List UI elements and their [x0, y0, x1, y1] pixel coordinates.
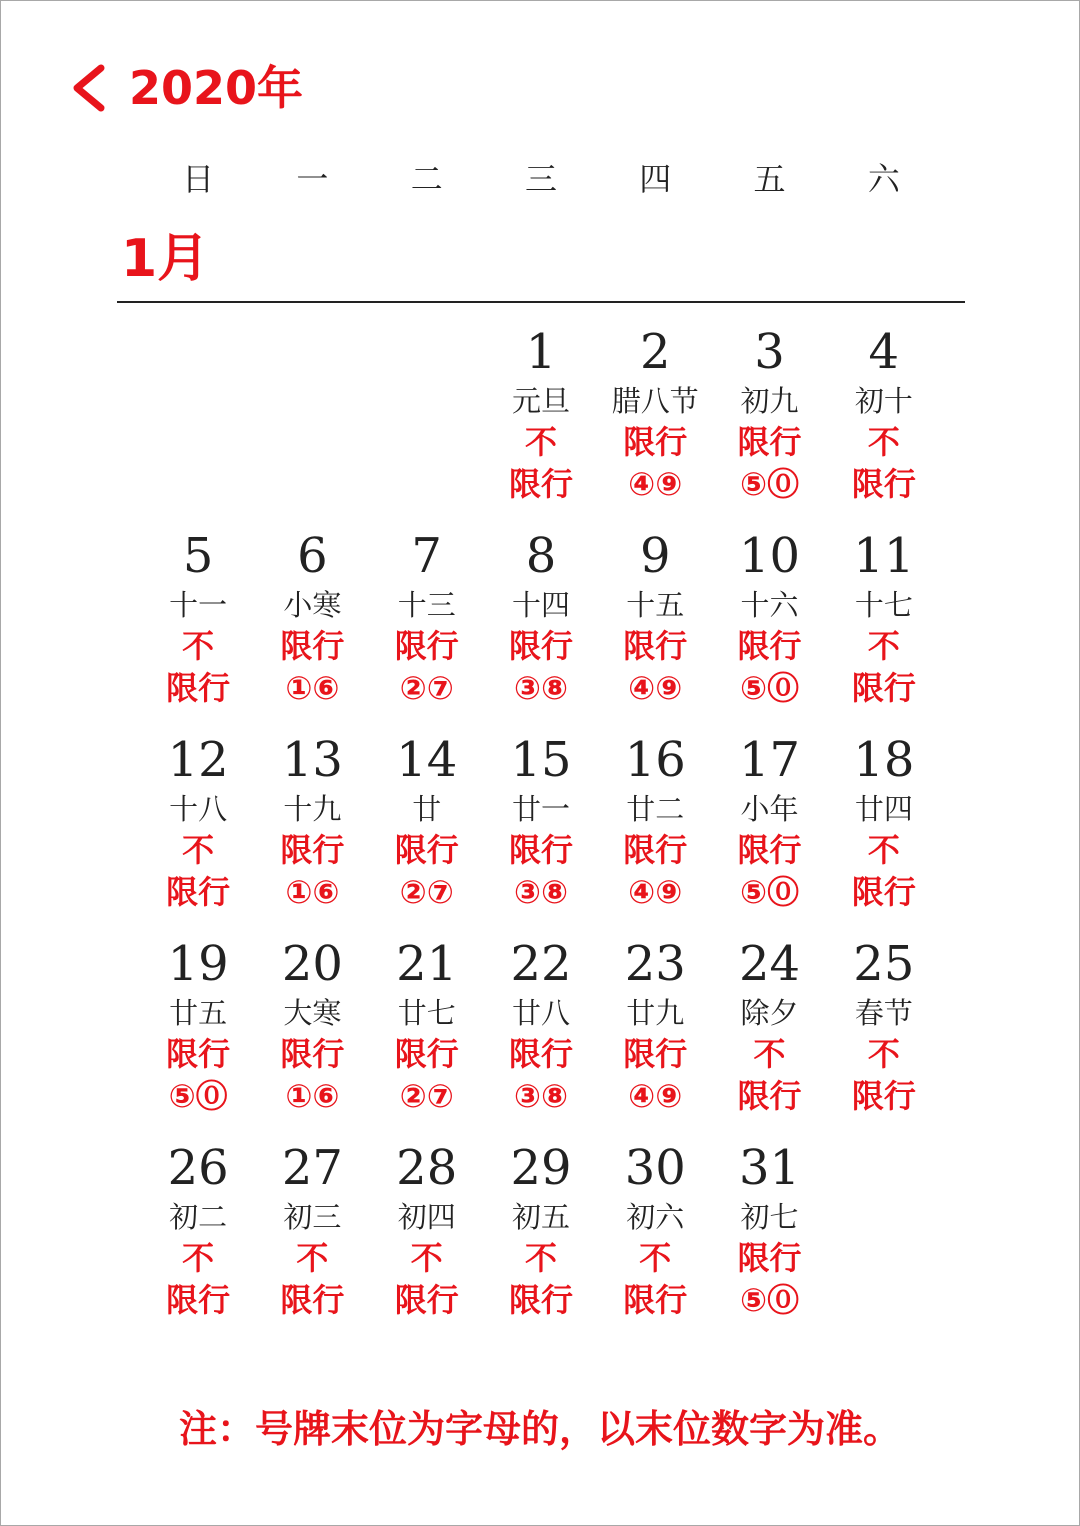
- restriction-line2: ⑤⓪: [739, 873, 800, 911]
- restriction-line1: 限行: [623, 423, 688, 461]
- day-number: 14: [396, 732, 458, 788]
- lunar-date: 十七: [854, 588, 913, 622]
- lunar-date: 初六: [626, 1200, 685, 1234]
- chevron-left-icon[interactable]: [67, 58, 109, 118]
- day-number: 10: [739, 528, 801, 584]
- lunar-date: 十九: [283, 792, 342, 826]
- day-cell[interactable]: [255, 1139, 369, 1343]
- restriction-line1: 限行: [623, 627, 688, 665]
- restriction-line2: ①⑥: [285, 669, 340, 707]
- restriction-line2: ②⑦: [399, 669, 454, 707]
- lunar-date: 除夕: [740, 996, 799, 1030]
- day-number: 13: [281, 732, 343, 788]
- day-number: 2: [639, 324, 671, 380]
- restriction-line2: ③⑧: [513, 1077, 569, 1115]
- restriction-line1: 不: [410, 1239, 443, 1277]
- day-number: 26: [167, 1140, 229, 1196]
- day-cell[interactable]: [598, 527, 712, 731]
- restriction-line2: ⑤⓪: [739, 465, 800, 503]
- weekday-label: 四: [639, 160, 672, 198]
- day-number: 21: [396, 936, 458, 992]
- lunar-date: 初七: [740, 1200, 799, 1234]
- day-cell[interactable]: [827, 935, 941, 1139]
- day-cell[interactable]: [712, 323, 826, 527]
- restriction-line1: 限行: [280, 831, 345, 869]
- restriction-line1: 限行: [394, 831, 459, 869]
- lunar-date: 廿二: [626, 792, 685, 826]
- lunar-date: 廿九: [626, 996, 685, 1030]
- day-cell[interactable]: [255, 527, 369, 731]
- day-number: 5: [182, 528, 214, 584]
- lunar-date: 十六: [740, 588, 799, 622]
- day-number: 6: [297, 528, 328, 584]
- restriction-line2: 限行: [166, 669, 231, 707]
- footnote: 注：号牌末位为字母的，以末位数字为准。: [178, 1407, 901, 1451]
- day-cell[interactable]: [484, 731, 598, 935]
- restriction-line2: 限行: [394, 1281, 459, 1319]
- day-cell[interactable]: [712, 1139, 826, 1343]
- restriction-line1: 不: [182, 627, 215, 665]
- day-number: 25: [853, 936, 915, 992]
- restriction-line1: 限行: [394, 1035, 459, 1073]
- day-number: 24: [739, 936, 801, 992]
- day-cell[interactable]: [598, 935, 712, 1139]
- day-cell[interactable]: [484, 527, 598, 731]
- day-cell[interactable]: [255, 731, 369, 935]
- restriction-line1: 限行: [280, 1035, 345, 1073]
- restriction-line1: 不: [639, 1239, 672, 1277]
- day-number: 22: [510, 936, 572, 992]
- restriction-line1: 不: [867, 423, 900, 461]
- lunar-date: 廿: [412, 792, 442, 826]
- day-number: 7: [411, 528, 442, 584]
- restriction-line2: 限行: [851, 669, 916, 707]
- day-number: 16: [624, 732, 686, 788]
- restriction-line2: 限行: [508, 1281, 573, 1319]
- restriction-line2: ④⑨: [628, 873, 683, 911]
- day-cell[interactable]: [827, 731, 941, 935]
- month-divider: [117, 301, 965, 303]
- day-number: 18: [853, 732, 915, 788]
- calendar-week-row: [141, 731, 941, 935]
- restriction-line1: 限行: [280, 627, 345, 665]
- day-cell[interactable]: [141, 527, 255, 731]
- day-number: 11: [853, 528, 915, 584]
- day-number: 31: [739, 1140, 801, 1196]
- restriction-line1: 不: [524, 423, 557, 461]
- lunar-date: 廿八: [511, 996, 570, 1030]
- day-number: 3: [754, 324, 785, 380]
- day-cell[interactable]: [712, 731, 826, 935]
- calendar-week-row: [141, 527, 941, 731]
- restriction-line1: 不: [753, 1035, 786, 1073]
- restriction-line2: ①⑥: [285, 1077, 340, 1115]
- calendar-week-row: [141, 935, 941, 1139]
- weekday-header: [141, 151, 941, 207]
- weekday-label: 六: [867, 160, 900, 198]
- day-number: 28: [396, 1140, 458, 1196]
- lunar-date: 初五: [511, 1200, 570, 1234]
- lunar-date: 初九: [740, 384, 799, 418]
- day-cell[interactable]: [484, 935, 598, 1139]
- day-number: 9: [639, 528, 671, 584]
- day-number: 17: [739, 732, 801, 788]
- restriction-line1: 不: [296, 1239, 329, 1277]
- lunar-date: 初四: [397, 1200, 456, 1234]
- lunar-date: 初二: [169, 1200, 228, 1234]
- restriction-line1: 不: [182, 1239, 215, 1277]
- day-cell[interactable]: [712, 527, 826, 731]
- calendar-week-row: [141, 323, 941, 527]
- lunar-date: 初三: [283, 1200, 342, 1234]
- restriction-line2: 限行: [851, 465, 916, 503]
- restriction-line1: 限行: [508, 627, 573, 665]
- day-cell[interactable]: [598, 731, 712, 935]
- restriction-line2: ④⑨: [628, 669, 683, 707]
- restriction-line1: 不: [867, 1035, 900, 1073]
- day-cell[interactable]: [370, 731, 484, 935]
- day-cell[interactable]: [141, 731, 255, 935]
- weekday-label: 一: [296, 160, 329, 198]
- restriction-line2: ②⑦: [399, 1077, 454, 1115]
- day-number: 4: [868, 324, 900, 380]
- day-cell[interactable]: [827, 527, 941, 731]
- restriction-line2: ②⑦: [399, 873, 454, 911]
- lunar-date: 廿五: [169, 996, 228, 1030]
- day-cell[interactable]: [370, 1139, 484, 1343]
- lunar-date: 腊八节: [611, 384, 699, 418]
- empty-day-cell: [255, 323, 369, 527]
- day-cell[interactable]: [827, 323, 941, 527]
- lunar-date: 十四: [511, 588, 570, 622]
- weekday-label: 日: [182, 160, 215, 198]
- day-cell[interactable]: [484, 1139, 598, 1343]
- restriction-line2: ③⑧: [513, 873, 569, 911]
- restriction-line2: 限行: [851, 873, 916, 911]
- weekday-label: 二: [410, 160, 443, 198]
- day-cell[interactable]: [370, 527, 484, 731]
- lunar-date: 小年: [740, 792, 799, 826]
- restriction-line1: 限行: [508, 831, 573, 869]
- restriction-line1: 不: [867, 627, 900, 665]
- restriction-line1: 限行: [737, 831, 802, 869]
- day-number: 15: [510, 732, 572, 788]
- restriction-line1: 限行: [623, 831, 688, 869]
- lunar-date: 大寒: [283, 996, 342, 1030]
- lunar-date: 十一: [169, 588, 228, 622]
- restriction-line2: ⑤⓪: [739, 1281, 800, 1319]
- restriction-line1: 限行: [737, 1239, 802, 1277]
- year-title: 2020年: [129, 61, 304, 115]
- weekday-label: 五: [753, 160, 786, 198]
- restriction-line2: 限行: [166, 1281, 231, 1319]
- restriction-line2: 限行: [737, 1077, 802, 1115]
- day-cell[interactable]: [484, 323, 598, 527]
- restriction-line2: 限行: [508, 465, 573, 503]
- calendar-grid: [141, 323, 941, 1343]
- day-number: 20: [281, 936, 343, 992]
- restriction-line2: ③⑧: [513, 669, 569, 707]
- day-cell[interactable]: [712, 935, 826, 1139]
- day-number: 12: [167, 732, 229, 788]
- day-cell[interactable]: [141, 1139, 255, 1343]
- lunar-date: 廿七: [397, 996, 456, 1030]
- restriction-line1: 不: [182, 831, 215, 869]
- lunar-date: 廿一: [511, 792, 570, 826]
- day-number: 23: [624, 936, 686, 992]
- lunar-date: 春节: [854, 996, 913, 1030]
- lunar-date: 十五: [626, 588, 685, 622]
- restriction-line1: 不: [524, 1239, 557, 1277]
- day-number: 29: [510, 1140, 572, 1196]
- restriction-line2: 限行: [851, 1077, 916, 1115]
- restriction-line2: ④⑨: [628, 1077, 683, 1115]
- day-number: 19: [167, 936, 229, 992]
- day-number: 30: [624, 1140, 686, 1196]
- day-cell[interactable]: [141, 935, 255, 1139]
- day-cell[interactable]: [598, 1139, 712, 1343]
- empty-day-cell: [141, 323, 255, 527]
- day-cell[interactable]: [370, 935, 484, 1139]
- weekday-label: 三: [524, 160, 557, 198]
- restriction-line1: 限行: [508, 1035, 573, 1073]
- restriction-line2: ①⑥: [285, 873, 340, 911]
- year-header[interactable]: [67, 53, 303, 123]
- restriction-line2: 限行: [166, 873, 231, 911]
- day-cell[interactable]: [598, 323, 712, 527]
- lunar-date: 十三: [397, 588, 456, 622]
- restriction-line1: 限行: [623, 1035, 688, 1073]
- lunar-date: 小寒: [283, 588, 342, 622]
- restriction-line1: 不: [867, 831, 900, 869]
- lunar-date: 十八: [169, 792, 228, 826]
- restriction-line2: 限行: [623, 1281, 688, 1319]
- restriction-line1: 限行: [737, 423, 802, 461]
- lunar-date: 廿四: [854, 792, 913, 826]
- lunar-date: 元旦: [511, 384, 570, 418]
- empty-day-cell: [370, 323, 484, 527]
- restriction-line1: 限行: [737, 627, 802, 665]
- day-number: 1: [525, 324, 557, 380]
- day-number: 8: [525, 528, 557, 584]
- empty-day-cell: [827, 1139, 941, 1343]
- restriction-line2: ⑤⓪: [168, 1077, 228, 1115]
- day-number: 27: [281, 1140, 343, 1196]
- lunar-date: 初十: [854, 384, 913, 418]
- restriction-line2: ④⑨: [628, 465, 683, 503]
- restriction-line2: ⑤⓪: [739, 669, 800, 707]
- restriction-line1: 限行: [394, 627, 459, 665]
- month-title: 1月: [121, 229, 210, 289]
- day-cell[interactable]: [255, 935, 369, 1139]
- restriction-line1: 限行: [166, 1035, 231, 1073]
- calendar-week-row: [141, 1139, 941, 1343]
- restriction-line2: 限行: [280, 1281, 345, 1319]
